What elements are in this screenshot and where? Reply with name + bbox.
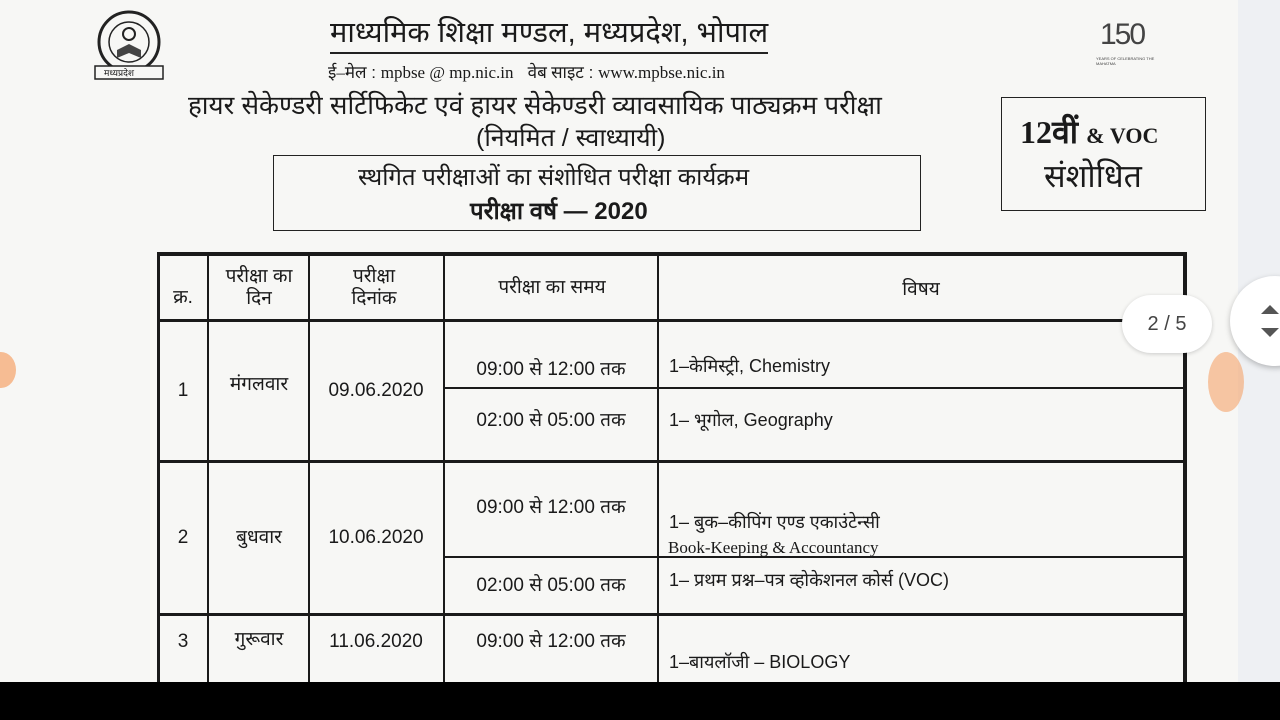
row1-subject2: 1– भूगोल, Geography [669, 410, 833, 430]
website: www.mpbse.nic.in [598, 63, 725, 82]
website-label: वेब साइट [527, 63, 584, 82]
gandhi-150-logo: 150 YEARS OF CELEBRATING THE MAHATMA [1096, 18, 1155, 66]
row2-subject2: 1– प्रथम प्रश्न–पत्र व्होकेशनल कोर्स (VOC) [669, 570, 950, 590]
up-down-arrows-icon [1255, 301, 1280, 341]
row2-time2: 02:00 से 05:00 तक [476, 575, 626, 597]
row2-time1: 09:00 से 12:00 तक [476, 497, 626, 519]
row1-time2: 02:00 से 05:00 तक [476, 410, 626, 432]
row3-day: गुरूवार [234, 629, 284, 651]
header-day: परीक्षा का दिन [225, 266, 293, 309]
row1-sno: 1 [177, 380, 189, 402]
row2-subject1-en: Book-Keeping & Accountancy [668, 538, 879, 557]
exam-name: हायर सेकेण्डरी सर्टिफिकेट एवं हायर सेकेण्डरी व्यावसायिक पाठ्यक्रम परीक्षा [188, 90, 882, 120]
email-label: ई–मेल [328, 63, 367, 82]
exam-year: परीक्षा वर्ष — 2020 [470, 198, 648, 225]
row2-subject1: 1– बुक–कीपिंग एण्ड एकाउंटेन्सी [669, 512, 880, 532]
header-time: परीक्षा का समय [498, 277, 606, 299]
bottom-bar [0, 682, 1280, 720]
row2-sno: 2 [177, 527, 189, 549]
header-date: परीक्षा दिनांक [351, 266, 397, 309]
exam-schedule-table [157, 252, 1187, 692]
contact-line: ई–मेल : mpbse @ mp.nic.in वेब साइट : www.mpbse.nic.in [328, 63, 725, 82]
header-sno: क्र. [173, 287, 193, 309]
email: mpbse @ mp.nic.in [380, 63, 514, 82]
board-name: माध्यमिक शिक्षा मण्डल, मध्यप्रदेश, भोपाल [330, 12, 768, 54]
row1-date: 09.06.2020 [328, 380, 424, 402]
row3-time1: 09:00 से 12:00 तक [476, 631, 626, 653]
row2-day: बुधवार [236, 527, 282, 549]
row3-sno: 3 [177, 631, 189, 653]
row3-subject1: 1–बायलॉजी – BIOLOGY [669, 652, 851, 672]
row3-date: 11.06.2020 [329, 631, 423, 653]
exam-type: (नियमित / स्वाध्यायी) [476, 124, 666, 152]
right-edge-indicator [1208, 352, 1244, 412]
revised-badge: संशोधित [1044, 158, 1142, 194]
row1-time1: 09:00 से 12:00 तक [476, 359, 626, 381]
board-seal-logo [92, 10, 166, 80]
row1-subject1: 1–केमिस्ट्री, Chemistry [669, 356, 831, 376]
schedule-title: स्थगित परीक्षाओं का संशोधित परीक्षा कार्यक्रम [358, 164, 750, 191]
row2-date: 10.06.2020 [328, 527, 424, 549]
seal-text: मध्यप्रदेश [104, 68, 135, 78]
class-badge-box [1001, 97, 1206, 211]
page-indicator: 2 / 5 [1122, 295, 1212, 353]
schedule-title-box [273, 155, 921, 231]
row1-day: मंगलवार [229, 374, 289, 396]
header-subject: विषय [902, 279, 940, 301]
class-badge: 12वीं & VOC [1020, 114, 1159, 150]
